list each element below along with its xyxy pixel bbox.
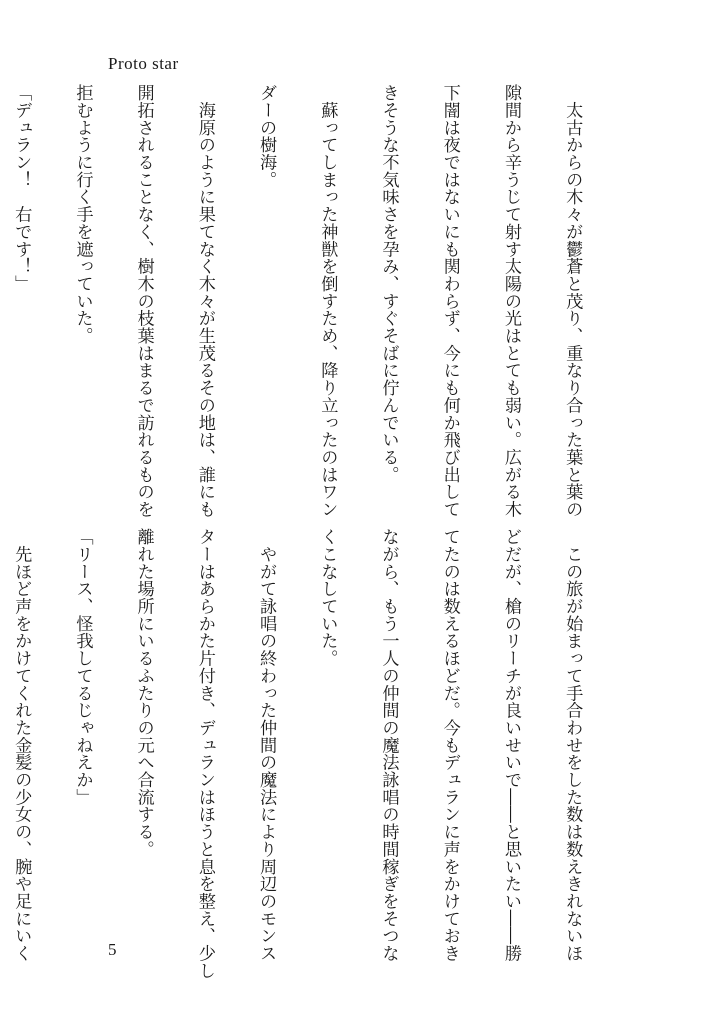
text-line: 「リース、怪我してるじゃねえか」 bbox=[72, 528, 93, 806]
text-line: やがて詠唱の終わった仲間の魔法により周辺のモンス bbox=[256, 528, 277, 962]
text-line: 拒むように行く手を遮っていた。 bbox=[72, 84, 93, 345]
text-line: どだが、槍のリーチが良いせいで――と思いたい――勝 bbox=[500, 528, 521, 962]
text-line: ターはあらかた片付き、デュランはほうと息を整え、少し bbox=[194, 528, 215, 980]
text-line: ながら、もう一人の仲間の魔法詠唱の時間稼ぎをそつな bbox=[378, 528, 399, 962]
text-line: 太古からの木々が鬱蒼と茂り、重なり合った葉と葉の bbox=[562, 84, 583, 518]
text-line: 開拓されることなく、樹木の枝葉はまるで訪れるものを bbox=[133, 84, 154, 518]
text-line: 海原のように果てなく木々が生茂るその地は、誰にも bbox=[194, 84, 215, 518]
text-line: 「デュラン！ 右です！」 bbox=[11, 84, 32, 293]
text-block-top bbox=[11, 84, 623, 518]
text-line: くこなしていた。 bbox=[317, 528, 338, 667]
running-head: Proto star bbox=[108, 54, 179, 73]
text-line: 離れた場所にいるふたりの元へ合流する。 bbox=[133, 528, 154, 858]
page-number: 5 bbox=[108, 940, 117, 959]
text-line: 下闇は夜ではないにも関わらず、今にも何か飛び出して bbox=[439, 84, 460, 518]
text-line: 先ほど声をかけてくれた金髪の少女の、腕や足にいく bbox=[11, 528, 32, 962]
text-line: 隙間から辛うじて射す太陽の光はとても弱い。広がる木 bbox=[500, 84, 521, 518]
text-line: 蘇ってしまった神獣を倒すため、降り立ったのはワン bbox=[317, 84, 338, 518]
text-block-bottom bbox=[11, 528, 623, 980]
text-line: この旅が始まって手合わせをした数は数えきれないほ bbox=[562, 528, 583, 962]
text-line: きそうな不気味さを孕み、すぐそばに佇んでいる。 bbox=[378, 84, 399, 484]
text-line: てたのは数えるほどだ。今もデュランに声をかけておき bbox=[439, 528, 460, 962]
text-line: ダーの樹海。 bbox=[256, 84, 277, 189]
